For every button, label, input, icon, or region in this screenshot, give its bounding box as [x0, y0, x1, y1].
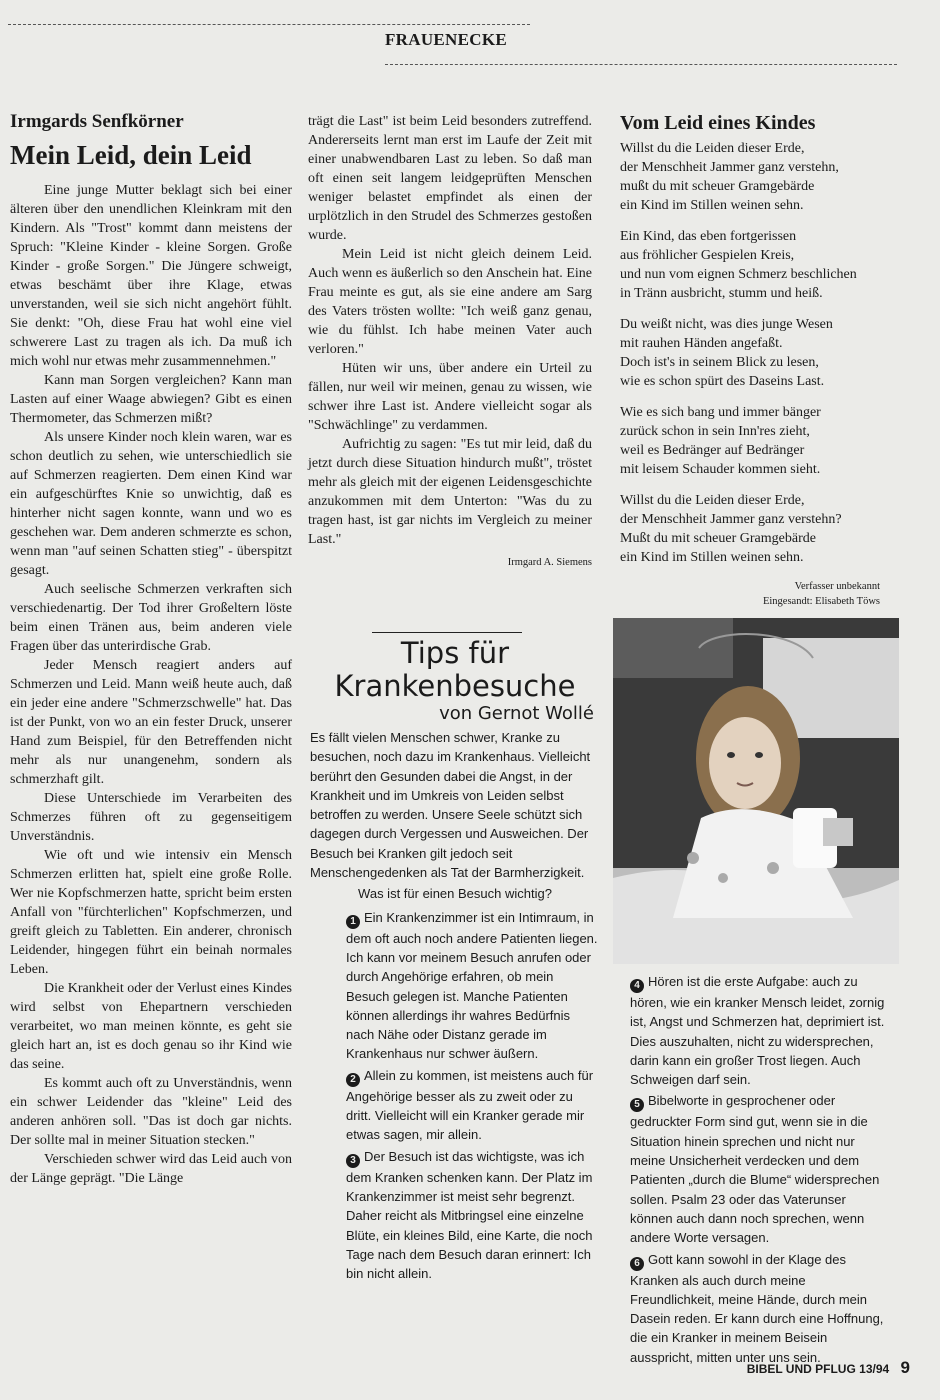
tip-text: Gott kann sowohl in der Klage des Kranken als auch durch meine Freundlichkeit, meine Hände, durch mein Dasein reden. Er kann durch eine Hoffnung, die ein Kranker in meinem Beisein ausspricht, mitten unter uns sein.: [630, 1251, 884, 1365]
article1-signature: Irmgard A. Siemens: [507, 557, 592, 568]
poem-line: der Menschheit Jammer ganz verstehn,: [620, 160, 839, 175]
tips-continued: [630, 972, 892, 1369]
article2-intro: Es fällt vielen Menschen schwer, Kranke zu besuchen, noch dazu im Krankenhaus. Vielleicht berührt den Gesunden dabei die Angst, in der Krankheit und im Umkreis von Leiden selbst betroffen zu werden. Unsere Seele schützt sich dagegen durch Vergessen und Ausweichen. Der Besuch bei Kranken gilt jedoch seit Menschengedenken als Tat der Barmherzigkeit.: [310, 730, 591, 881]
poem: [620, 114, 910, 609]
paragraph: Verschieden schwer wird das Leid auch von der Länge geprägt. "Die Länge: [10, 1152, 292, 1186]
photo-illustration: [613, 618, 899, 964]
page-number: 9: [900, 1358, 910, 1377]
poem-stanza: [620, 491, 910, 567]
poem-line: aus fröhlicher Gespielen Kreis,: [620, 248, 795, 263]
poem-line: in Tränn ausbricht, stumm und heiß.: [620, 286, 823, 301]
magazine-name: BIBEL UND PFLUG: [746, 1362, 856, 1376]
tip-text: Hören ist die erste Aufgabe: auch zu hören, wie ein kranker Mensch leidet, zornig ist, Angst und Schmerzen hat, deprimiert ist. Dies auszuhalten, nicht zu widersprechen, darin kann ein großer Trost liegen. Auch Schweigen darf sein.: [630, 974, 885, 1088]
tip-item: [630, 1250, 892, 1367]
article1-kicker: Irmgards Senfkörner: [10, 111, 184, 132]
article2-body: [310, 728, 600, 1283]
article1-column1: [10, 112, 292, 1188]
poem-line: Ein Kind, das eben fortgerissen: [620, 229, 797, 244]
paragraph: Wie oft und wie intensiv ein Mensch Schmerzen erlitten hat, spielt eine große Rolle. Wer nie Kopfschmerzen hatte, spricht beim ersten Anfall von "fürchterlichen" Kopfschmerzen, und greift gleich zu Tabletten. Ein anderer, chronisch Leidender, hingegen führt ein beinah normales Leben.: [10, 848, 292, 977]
article2: [310, 632, 600, 1285]
header-rule-bottom: [385, 64, 897, 65]
tip-text: Allein zu kommen, ist meistens auch für Angehörige besser als zu zweit oder zu dritt. Vielleicht will ein Kranker gerade mir etwas sagen, mir allein.: [346, 1067, 594, 1143]
tip-number: 6: [630, 1257, 644, 1271]
tip-number: 2: [346, 1073, 360, 1087]
poem-line: mit leisem Schauder kommen sieht.: [620, 462, 821, 477]
paragraph: Mein Leid ist nicht gleich deinem Leid. Auch wenn es äußerlich so den Anschein hat. Eine Frau meinte es gut, als sie eine andere am Sarg des Vaters trösten wollte: "Ich weiß ganz genau, wie du fühlst. Ich habe meinen Vater auch verloren.": [308, 247, 592, 357]
tip-text: Bibelworte in gesprochener oder gedruckter Form sind gut, wenn sie in die Situation hinein sprechen und nicht nur meine Unsicherheit verdecken und dem Patienten „durch die Blume“ widersprechen sollen. Psalm 23 oder das Vaterunser können auch dann noch sprechen, wenn andere Worte versagen.: [630, 1093, 880, 1246]
tips-list-continued: [630, 972, 892, 1367]
article1-col1-text: [10, 181, 292, 1188]
photo-child-in-bed: [613, 618, 899, 964]
poem-line: Doch ist's in seinem Blick zu lesen,: [620, 355, 819, 370]
paragraph: Aufrichtig zu sagen: "Es tut mir leid, daß du jetzt durch diese Situation hindurch mußt", tröstet mehr als gleich mit der eigenen Leidensgeschichte anzukommen mit dem Unterton: "Was du zu tragen hast, ist gar nichts im Vergleich zu meiner Last.": [308, 437, 592, 547]
tip-text: Der Besuch ist das wichtigste, was ich dem Kranken schenken kann. Der Platz im Krankenzimmer ist meist sehr begrenzt. Daher reicht als Mitbringsel eine einzelne Blüte, ein kleines Bild, eine Karte, die noch Tage nach dem Besuch daran erinnert: Ich bin nicht allein.: [346, 1148, 593, 1282]
paragraph: Eine junge Mutter beklagt sich bei einer älteren über den unendlichen Kleinkram mit den Kindern. Als "Trost" kommt dann meistens der Spruch: "Kleine Kinder - kleine Sorgen. Große Kinder - große Sorgen." Die Jüngere schweigt, etwas beschämt über ihre Klage, etwas unverstanden, weil sie sich nicht angehört fühlt. Sie denkt: "Oh, diese Frau hat wohl eine viel schwerere Last zu tragen als ich. Da muß ich mich wohl nur etwas mehr zusammennehmen.": [10, 183, 292, 369]
poem-line: ein Kind im Stillen weinen sehn.: [620, 550, 804, 565]
paragraph: Als unsere Kinder noch klein waren, war es schon deutlich zu sehen, wie unterschiedlich sie auf Schmerzen reagierten. Dem einen Kind war ein aufgeschürftes Knie so unwichtig, daß es hinterher nicht sagen konnte, wann und wo es geschehen war. Dem anderen schmerzte es schon, wenn man "auf seinen Schatten stieg" - überspitzt gesagt.: [10, 430, 292, 578]
poem-stanza: [620, 139, 910, 215]
tip-number: 4: [630, 979, 644, 993]
poem-line: zurück schon in sein Inn'res zieht,: [620, 424, 810, 439]
article2-title: Tips für Krankenbesuche: [334, 636, 576, 703]
poem-credit-author: Verfasser unbekannt: [794, 581, 880, 592]
poem-line: ein Kind im Stillen weinen sehn.: [620, 198, 804, 213]
tip-item: [630, 1091, 892, 1247]
poem-line: mit rauhen Händen angefaßt.: [620, 336, 783, 351]
poem-credit-sender: Eingesandt: Elisabeth Töws: [762, 596, 880, 607]
poem-line: und nun vom eignen Schmerz beschlichen: [620, 267, 857, 282]
article1-title: Mein Leid, dein Leid: [10, 140, 252, 170]
poem-line: weil es Bedränger auf Bedränger: [620, 443, 805, 458]
page-footer: [747, 1358, 910, 1378]
poem-stanza: [620, 403, 910, 479]
poem-line: Du weißt nicht, was dies junge Wesen: [620, 317, 833, 332]
paragraph: trägt die Last" ist beim Leid besonders zutreffend. Andererseits lernt man erst im Laufe der Zeit mit einer unabwendbaren Last zu leben. So daß man oft einen seit langem leidgeprüften Menschen weniger belastet empfindet als einen der urplötzlich in den Strudel des Schmerzes gestoßen wurde.: [308, 114, 592, 243]
paragraph: Jeder Mensch reagiert anders auf Schmerzen und Leid. Mann weiß heute auch, daß ein jeder eine andere "Schmerzschwelle" hat. Das ist der Punkt, von wo an ein fester Druck, unserer Hand zum Beispiel, für den Betreffenden nicht mehr als nur unangenehm, sondern als schmerzhaft gilt.: [10, 658, 292, 787]
poem-line: wie es schon spürt des Daseins Last.: [620, 374, 825, 389]
tips-list: [310, 908, 600, 1284]
paragraph: Es kommt auch oft zu Unverständnis, wenn ein schwer Leidender das "kleine" Leid des anderen anhören soll. "Das ist doch gar nichts. Der sollte mal in meiner Situation stecken.": [10, 1076, 292, 1148]
tip-text: Ein Krankenzimmer ist ein Intimraum, in dem oft auch noch andere Patienten liegen. Ich kann vor meinem Besuch anrufen oder durch Angehörige erfahren, ob mein Besuch gelegen ist. Manche Patienten können allerdings ihr wahres Bedürfnis nach Nähe oder Distanz gerade im Krankenhaus nur schwer äußern.: [346, 909, 598, 1062]
article2-question: Was ist für einen Besuch wichtig?: [358, 886, 552, 902]
paragraph: Hüten wir uns, über andere ein Urteil zu fällen, nur weil wir meinen, genau zu wissen, wie schwer ihre Last ist. Andere vielleicht sogar als "Schwächlinge" zu verdammen.: [308, 361, 592, 433]
tip-number: 3: [346, 1154, 360, 1168]
tip-item: [630, 972, 892, 1089]
poem-line: der Menschheit Jammer ganz verstehn?: [620, 512, 842, 527]
tip-number: 5: [630, 1098, 644, 1112]
paragraph: Die Krankheit oder der Verlust eines Kindes wird selbst von Ehepartnern verschieden verarbeitet, wo man meinen könnte, es geht sie gleich hart an, ist es doch genau so ihr Kind wie das seine.: [10, 981, 292, 1072]
section-title: FRAUENECKE: [385, 30, 508, 49]
tip-item: [346, 1066, 600, 1145]
poem-line: Wie es sich bang und immer bänger: [620, 405, 821, 420]
article1-col2-text: [308, 112, 592, 549]
article2-author: von Gernot Wollé: [439, 703, 594, 724]
paragraph: Kann man Sorgen vergleichen? Kann man Lasten auf einer Waage abwiegen? Gibt es einen Thermometer, das Schmerzen mißt?: [10, 373, 292, 426]
tip-item: [346, 908, 600, 1064]
article1-column2: [308, 112, 592, 572]
paragraph: Diese Unterschiede im Verarbeiten des Schmerzes führen oft zu gegenseitigem Unverständnis.: [10, 791, 292, 844]
poem-stanza: [620, 315, 910, 391]
poem-line: mußt du mit scheuer Gramgebärde: [620, 179, 815, 194]
poem-line: Willst du die Leiden dieser Erde,: [620, 493, 805, 508]
tip-item: [346, 1147, 600, 1284]
issue-number: 13/94: [859, 1362, 890, 1376]
poem-stanzas: [620, 139, 910, 567]
article2-rule: [372, 632, 522, 633]
tip-number: 1: [346, 915, 360, 929]
poem-title: Vom Leid eines Kindes: [620, 112, 816, 134]
header-rule-top: [8, 24, 530, 25]
paragraph: Auch seelische Schmerzen verkraften sich verschiedenartig. Der Tod ihrer Großeltern löste beim einen Tränen aus, beim anderen viele Fragen über das unterirdische Grab.: [10, 582, 292, 654]
poem-stanza: [620, 227, 910, 303]
poem-line: Willst du die Leiden dieser Erde,: [620, 141, 805, 156]
poem-line: Mußt du mit scheuer Gramgebärde: [620, 531, 816, 546]
